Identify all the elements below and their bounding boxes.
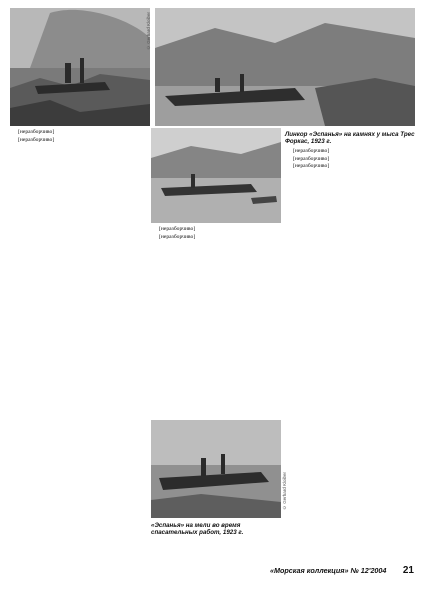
paragraph: [неразборчиво] bbox=[293, 163, 330, 170]
paragraph: [неразборчиво] bbox=[159, 226, 196, 232]
photo-ship-aground-smoke bbox=[10, 8, 150, 126]
photo-ship-on-rocks bbox=[155, 8, 415, 126]
caption-bottom-left: «Эспанья» на мели во время спасательных работ, 1923 г. bbox=[151, 522, 244, 536]
text-column-middle bbox=[151, 226, 281, 436]
paragraph: [неразборчиво] bbox=[293, 148, 330, 154]
journal-title: «Морская коллекция» № 12'2004 bbox=[270, 566, 387, 575]
caption-top-right: Линкор «Эспанья» на камнях у мыса Трес Форкас, 1923 г. bbox=[285, 131, 415, 145]
photo-credit: © Gerhard Kloiber bbox=[146, 11, 151, 50]
photo-credit: © Gerhard Kloiber bbox=[282, 471, 287, 510]
page-footer bbox=[270, 566, 414, 578]
paragraph: [неразборчиво] bbox=[159, 233, 196, 240]
photo-ship-salvage-bottom bbox=[151, 420, 281, 518]
paragraph: [неразборчиво] bbox=[293, 155, 330, 162]
text-column-right bbox=[285, 148, 415, 558]
paragraph: [неразборчиво] bbox=[18, 136, 55, 143]
photo-salvage-operation bbox=[151, 128, 281, 223]
text-column-left bbox=[10, 129, 146, 419]
page-number: 21 bbox=[402, 565, 414, 576]
paragraph: [неразборчиво] bbox=[18, 129, 55, 135]
